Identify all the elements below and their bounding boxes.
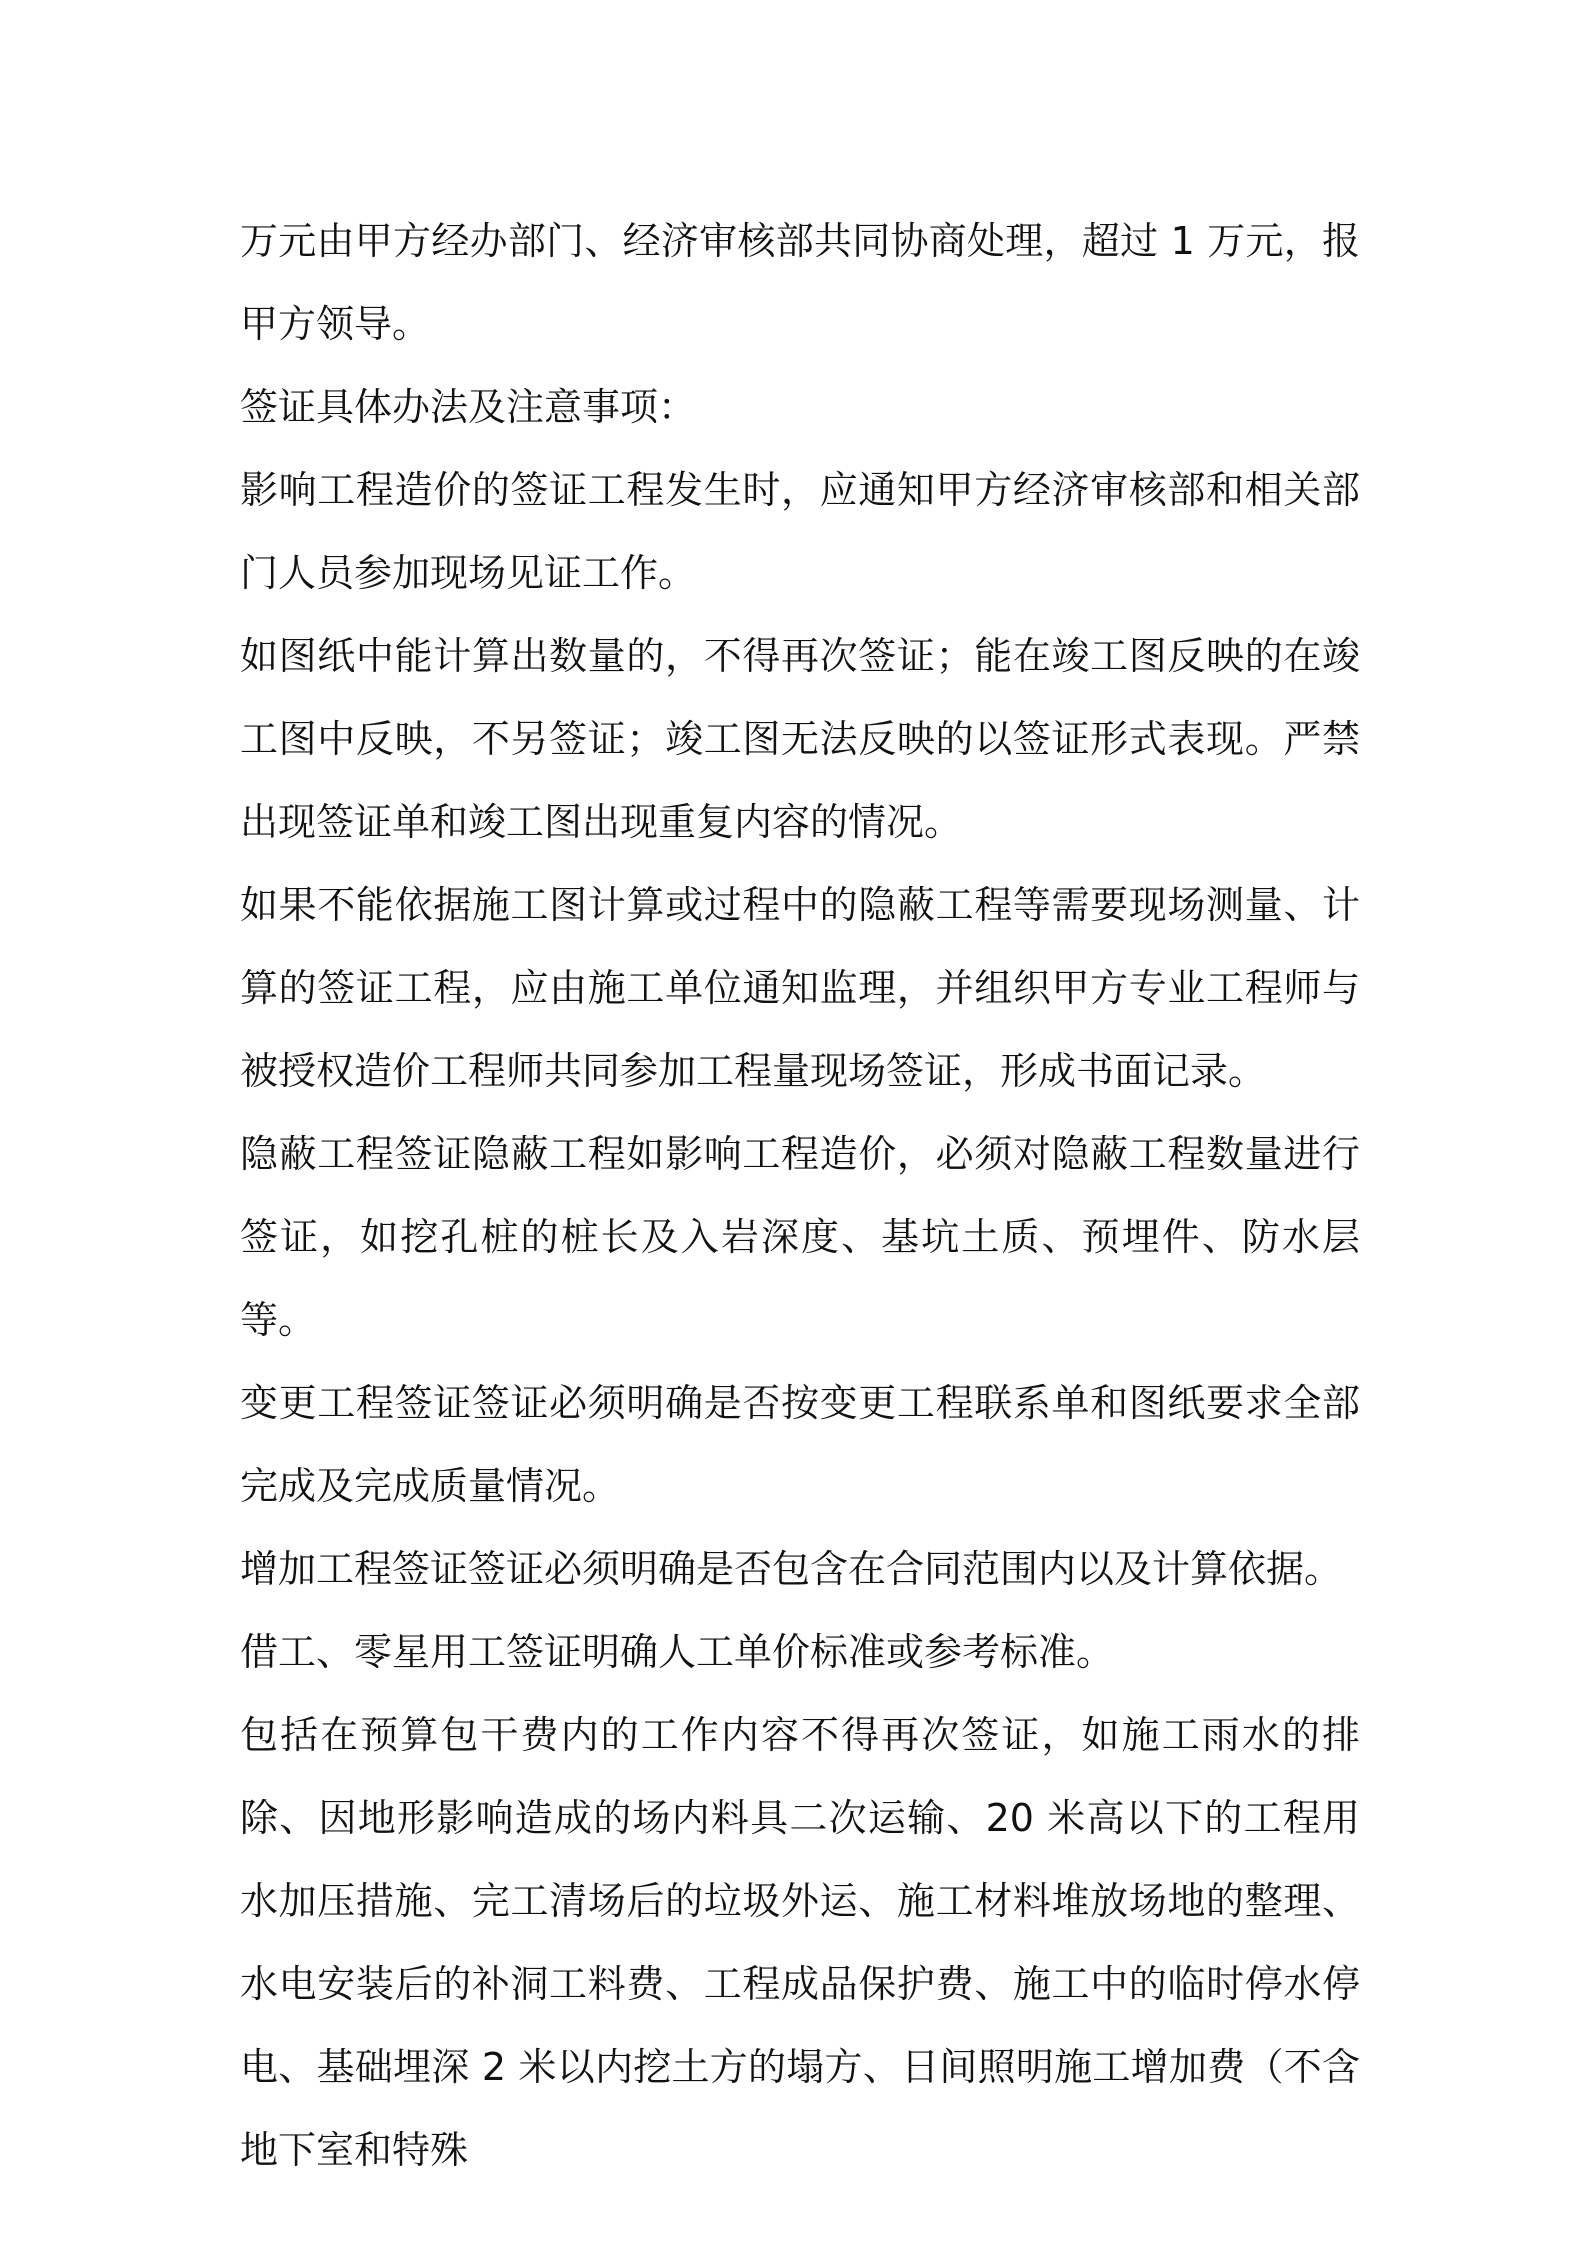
paragraph-site-witness: 影响工程造价的签证工程发生时，应通知甲方经济审核部和相关部门人员参加现场见证工作。 [240,468,1360,595]
paragraph-change-works: 变更工程签证签证必须明确是否按变更工程联系单和图纸要求全部完成及完成质量情况。 [240,1381,1360,1508]
paragraph-site-measurement: 如果不能依据施工图计算或过程中的隐蔽工程等需要现场测量、计算的签证工程，应由施工单位通知监理，并组织甲方专业工程师与被授权造价工程师共同参加工程量现场签证，形成书面记录。 [240,883,1360,1093]
paragraph-lump-sum-exclusions: 包括在预算包干费内的工作内容不得再次签证，如施工雨水的排除、因地形影响造成的场内料具二次运输、20 米高以下的工程用水加压措施、完工清场后的垃圾外运、施工材料堆放场地的整理、水电安装后的补洞工料费、工程成品保护费、施工中的临时停水停电、基础埋深 2 米以内挖土方的塌方、日间照明施工增加费（不含地下室和特殊 [240,1713,1360,2172]
document-body [240,200,1360,2192]
paragraph-no-duplicate-visa: 如图纸中能计算出数量的，不得再次签证；能在竣工图反映的在竣工图中反映，不另签证；竣工图无法反映的以签证形式表现。严禁出现签证单和竣工图出现重复内容的情况。 [240,634,1360,844]
paragraph-approval-limit: 万元由甲方经办部门、经济审核部共同协商处理，超过 1 万元，报甲方领导。 [240,219,1360,346]
section-heading-visa-methods: 签证具体办法及注意事项： [240,385,697,429]
paragraph-labor-visa: 借工、零星用工签证明确人工单价标准或参考标准。 [240,1630,1115,1674]
paragraph-concealed-works: 隐蔽工程签证隐蔽工程如影响工程造价，必须对隐蔽工程数量进行签证，如挖孔桩的桩长及入岩深度、基坑土质、预埋件、防水层等。 [240,1132,1360,1342]
paragraph-additional-works: 增加工程签证签证必须明确是否包含在合同范围内以及计算依据。 [240,1547,1343,1591]
